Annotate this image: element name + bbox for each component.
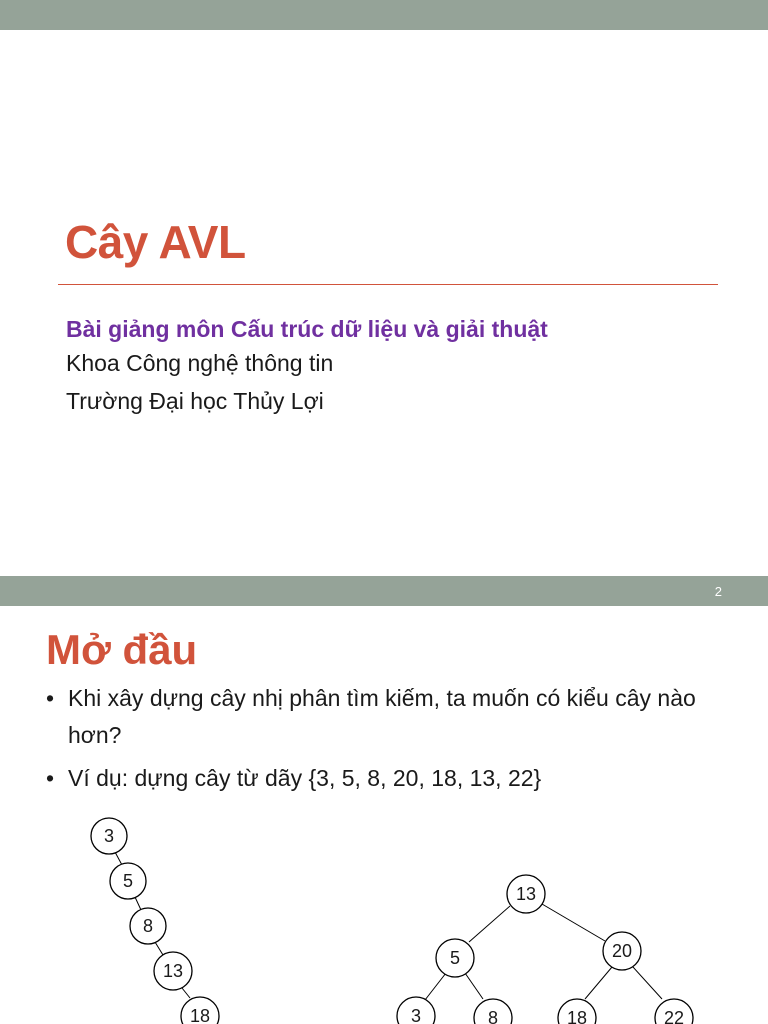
tree-node (397, 997, 435, 1024)
tree-node (154, 952, 192, 990)
node-label: 20 (611, 941, 633, 961)
tree-edge (155, 942, 163, 955)
node-label: 3 (103, 826, 115, 846)
bullet-text: Ví dụ: dựng cây từ dãy {3, 5, 8, 20, 18, 13, 22} (68, 765, 542, 791)
slide-top-bar (0, 0, 768, 30)
tree-edge (585, 967, 612, 999)
tree-edge (469, 906, 510, 942)
bullet-dot: • (46, 765, 55, 791)
intro-slide (0, 576, 768, 1024)
node-label: 3 (410, 1006, 422, 1024)
tree-edge (425, 973, 446, 1000)
tree-diagrams (0, 576, 768, 1024)
tree-edge (465, 973, 483, 999)
node-label: 5 (122, 871, 134, 891)
tree-node (436, 939, 474, 977)
node-label: 18 (189, 1006, 211, 1024)
page-number: 2 (714, 584, 722, 599)
node-label: 8 (487, 1008, 499, 1024)
tree-node (91, 818, 127, 854)
faculty-line: Khoa Công nghệ thông tin (66, 350, 334, 376)
course-subtitle: Bài giảng môn Cấu trúc dữ liệu và giải thuật (66, 316, 548, 342)
tree-edge (115, 852, 122, 865)
node-label: 8 (142, 916, 154, 936)
node-label: 13 (162, 961, 184, 981)
tree-node (603, 932, 641, 970)
tree-node (181, 997, 219, 1024)
tree-edge (542, 904, 605, 941)
node-label: 13 (515, 884, 537, 904)
tree-edge (633, 967, 662, 999)
node-label: 18 (566, 1008, 588, 1024)
skewed-tree (91, 818, 219, 1024)
tree-node (507, 875, 545, 913)
tree-node (655, 999, 693, 1024)
node-label: 22 (663, 1008, 685, 1024)
tree-node (558, 999, 596, 1024)
tree-node (130, 908, 166, 944)
university-line: Trường Đại học Thủy Lợi (66, 388, 324, 414)
bullet-text: Khi xây dựng cây nhị phân tìm kiếm, ta muốn có kiểu cây nào hơn? (68, 685, 696, 748)
tree-edge (135, 897, 141, 910)
slide-title: Cây AVL (65, 216, 246, 268)
tree-edge (182, 988, 190, 998)
bullet-dot: • (46, 685, 55, 711)
tree-node (110, 863, 146, 899)
slide-title: Mở đầu (46, 626, 198, 673)
node-label: 5 (449, 948, 461, 968)
title-divider (58, 284, 718, 285)
balanced-tree (397, 875, 693, 1024)
tree-node (474, 999, 512, 1024)
